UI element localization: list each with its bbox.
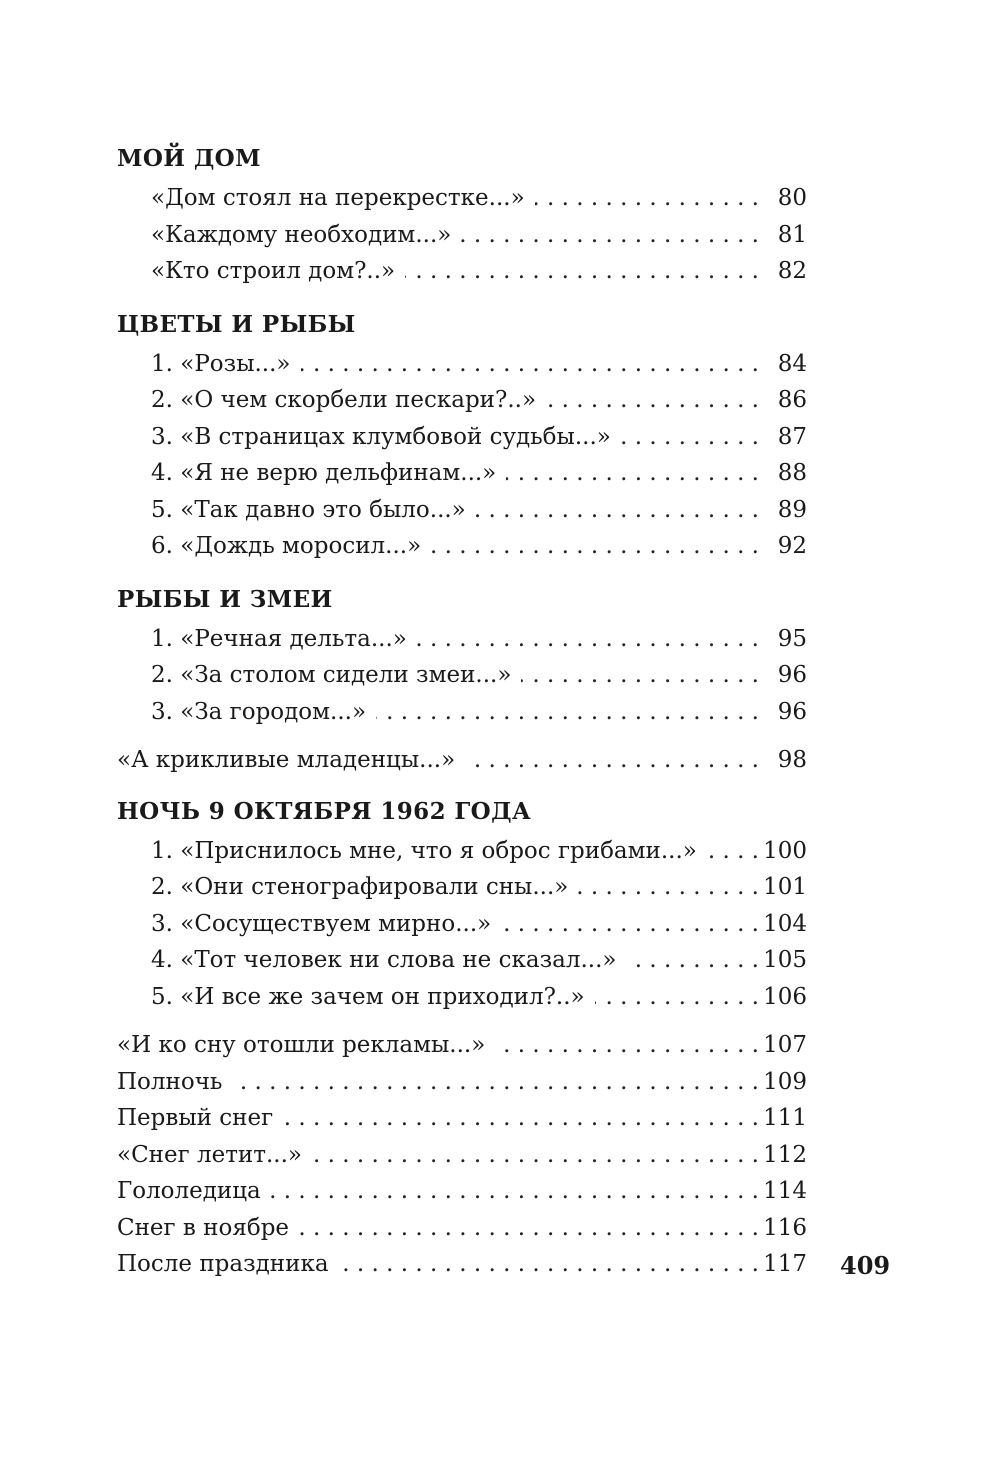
entry-page-number: 80 <box>777 185 807 211</box>
toc-section-ryby-i-zmei <box>117 579 807 731</box>
toc-section-moi-dom <box>117 138 807 290</box>
entry-title: 3. «За городом...» <box>151 698 367 725</box>
section-title: РЫБЫ И ЗМЕИ <box>117 585 333 613</box>
entry-page-number: 106 <box>763 983 807 1010</box>
entry-title: 5. «Так давно это было...» <box>151 496 466 523</box>
entry-title: 2. «За столом сидели змеи...» <box>151 662 512 688</box>
dot-leader <box>299 1210 759 1247</box>
toc-entry <box>117 979 807 1016</box>
dot-leader <box>312 1137 759 1174</box>
toc-entry <box>117 217 807 254</box>
dot-leader <box>546 382 759 419</box>
entry-title: Первый снег <box>117 1105 274 1131</box>
entry-title: Снег в ноябре <box>117 1214 290 1241</box>
dot-leader <box>506 455 759 492</box>
toc-standalone-list <box>117 1027 807 1283</box>
toc-section-tsvety-i-ryby <box>117 304 807 565</box>
toc-entry <box>117 657 807 694</box>
toc-entry <box>117 1137 807 1174</box>
entry-title: 3. «В страницах клумбовой судьбы...» <box>151 423 611 450</box>
entry-title: Гололедица <box>117 1178 261 1204</box>
dot-leader <box>271 1173 759 1210</box>
toc-entry-standalone <box>117 742 807 779</box>
entry-page-number: 104 <box>763 910 807 937</box>
entry-page-number: 87 <box>777 423 807 450</box>
dot-leader <box>578 869 759 906</box>
entry-page-number: 95 <box>777 625 807 652</box>
toc-entry <box>117 1100 807 1137</box>
entry-page-number: 81 <box>777 221 807 248</box>
toc-entry <box>117 253 807 290</box>
entry-title: 5. «И все же зачем он приходил?..» <box>151 983 585 1010</box>
dot-leader <box>595 979 759 1016</box>
entry-title: 2. «О чем скорбели пескари?..» <box>151 387 537 413</box>
entry-page-number: 92 <box>777 533 807 559</box>
entry-page-number: 117 <box>763 1251 807 1277</box>
dot-leader <box>461 217 759 254</box>
entry-page-number: 96 <box>777 662 807 688</box>
dot-leader <box>501 906 759 943</box>
entry-page-number: 89 <box>777 496 807 523</box>
dot-leader <box>626 942 759 979</box>
entry-page-number: 84 <box>777 350 807 377</box>
entry-page-number: 112 <box>763 1141 807 1168</box>
toc-entry <box>117 1210 807 1247</box>
entry-page-number: 82 <box>777 258 807 284</box>
entry-page-number: 116 <box>763 1214 807 1241</box>
toc-entry <box>117 1173 807 1210</box>
dot-leader <box>495 1027 759 1064</box>
toc-entry <box>117 833 807 870</box>
toc-entry <box>117 180 807 217</box>
toc-entry <box>117 906 807 943</box>
entry-title: 2. «Они стенографировали сны...» <box>151 874 569 900</box>
entry-page-number: 101 <box>763 874 807 900</box>
section-title: МОЙ ДОМ <box>117 145 261 172</box>
entry-page-number: 100 <box>763 837 807 864</box>
dot-leader <box>476 492 759 529</box>
toc-entry <box>117 382 807 419</box>
toc-entry <box>117 492 807 529</box>
table-of-contents <box>117 138 807 1283</box>
toc-section-noch-9-oktyabrya <box>117 791 807 1016</box>
toc-entry <box>117 419 807 456</box>
toc-entry <box>117 694 807 731</box>
dot-leader <box>707 833 759 870</box>
entry-page-number: 86 <box>777 387 807 413</box>
entry-title: 3. «Сосуществуем мирно...» <box>151 910 492 937</box>
dot-leader <box>376 694 759 731</box>
entry-page-number: 109 <box>763 1068 807 1095</box>
entry-page-number: 88 <box>777 460 807 486</box>
toc-entry <box>117 528 807 565</box>
dot-leader <box>521 657 759 694</box>
toc-entry <box>117 1246 807 1283</box>
dot-leader <box>283 1100 759 1137</box>
entry-page-number: 105 <box>763 947 807 973</box>
entry-title: «А крикливые младенцы...» <box>117 747 456 773</box>
entry-title: После праздника <box>117 1251 329 1277</box>
toc-entry <box>117 1027 807 1064</box>
entry-title: Полночь <box>117 1068 223 1095</box>
toc-entry <box>117 1064 807 1101</box>
dot-leader <box>535 180 759 217</box>
dot-leader <box>405 253 759 290</box>
entry-title: 6. «Дождь моросил...» <box>151 533 422 559</box>
dot-leader <box>621 419 759 456</box>
toc-entry <box>117 869 807 906</box>
entry-title: «Снег летит...» <box>117 1141 302 1168</box>
dot-leader <box>301 346 759 383</box>
entry-title: 4. «Тот человек ни слова не сказал...» <box>151 947 617 973</box>
dot-leader <box>417 621 759 658</box>
dot-leader <box>465 742 759 779</box>
entry-title: «Каждому необходим...» <box>151 221 452 248</box>
toc-entry <box>117 621 807 658</box>
section-title: НОЧЬ 9 ОКТЯБРЯ 1962 ГОДА <box>117 797 532 825</box>
entry-title: «Кто строил дом?..» <box>151 258 396 284</box>
entry-title: «И ко сну отошли рекламы...» <box>117 1032 486 1058</box>
toc-entry <box>117 942 807 979</box>
entry-page-number: 96 <box>777 698 807 725</box>
entry-title: 1. «Приснилось мне, что я оброс грибами...» <box>151 837 697 864</box>
toc-entry <box>117 455 807 492</box>
dot-leader <box>232 1064 759 1101</box>
dot-leader <box>339 1246 759 1283</box>
section-title: ЦВЕТЫ И РЫБЫ <box>117 310 356 338</box>
toc-entry <box>117 346 807 383</box>
entry-page-number: 111 <box>763 1105 807 1131</box>
entry-title: 1. «Розы...» <box>151 350 291 377</box>
page-number: 409 <box>840 1251 891 1280</box>
entry-page-number: 114 <box>763 1178 807 1204</box>
entry-page-number: 107 <box>763 1032 807 1058</box>
dot-leader <box>431 528 759 565</box>
entry-title: «Дом стоял на перекрестке...» <box>151 185 525 211</box>
entry-page-number: 98 <box>777 747 807 773</box>
entry-title: 4. «Я не верю дельфинам...» <box>151 460 497 486</box>
entry-title: 1. «Речная дельта...» <box>151 625 407 652</box>
